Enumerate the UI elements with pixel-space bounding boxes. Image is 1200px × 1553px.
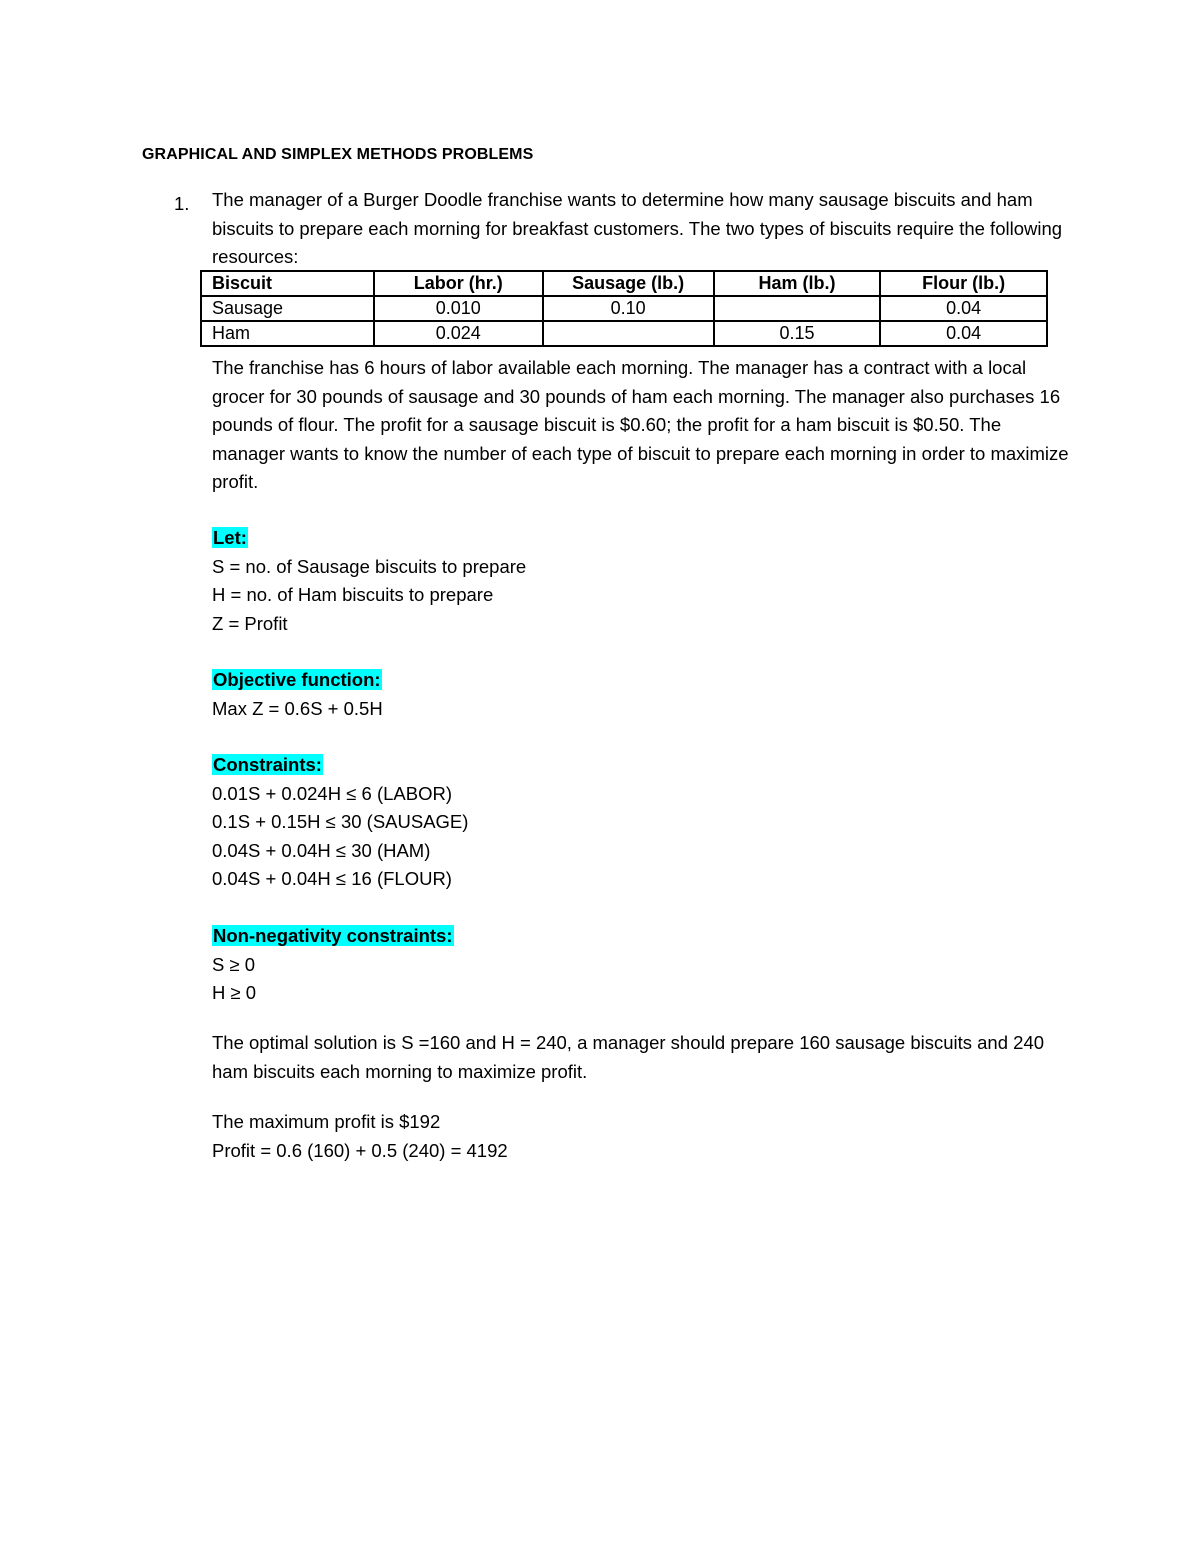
constraint-line: 0.04S + 0.04H ≤ 30 (HAM) — [212, 839, 431, 861]
table-header-cell: Ham (lb.) — [714, 271, 881, 296]
table-cell: 0.10 — [543, 296, 714, 321]
page-title: GRAPHICAL AND SIMPLEX METHODS PROBLEMS — [142, 146, 534, 163]
problem-intro: The manager of a Burger Doodle franchise wants to determine how many sausage biscuits and ham biscuits to prepare each morning for breakfast customers. The two types of biscuits require the following resources: — [212, 189, 1063, 267]
resources-table — [200, 270, 1048, 347]
max-profit-section — [212, 1108, 1072, 1165]
table-header-cell: Labor (hr.) — [374, 271, 543, 296]
constraint-line: 0.1S + 0.15H ≤ 30 (SAUSAGE) — [212, 811, 469, 832]
table-cell — [543, 321, 714, 346]
nonnegativity-heading: Non-negativity constraints: — [213, 925, 453, 946]
constraints-section — [212, 751, 1072, 894]
constraint-line: 0.01S + 0.024H ≤ 6 (LABOR) — [212, 782, 452, 804]
let-section — [212, 524, 1072, 638]
nonnegativity-section — [212, 922, 1072, 1008]
table-cell — [714, 296, 881, 321]
optimal-solution: The optimal solution is S =160 and H = 240, a manager should prepare 160 sausage biscuits and 240 ham biscuits each morning to maximize profit. — [212, 1032, 1045, 1082]
variable-definition: Z = Profit — [212, 612, 288, 634]
objective-section — [212, 666, 1072, 723]
constraint-line: 0.04S + 0.04H ≤ 16 (FLOUR) — [212, 868, 452, 889]
table-header-cell: Flour (lb.) — [880, 271, 1047, 296]
variable-definition: S = no. of Sausage biscuits to prepare — [212, 555, 527, 577]
table-header-cell: Biscuit — [201, 271, 374, 296]
table-cell: 0.04 — [880, 321, 1047, 346]
table-cell: 0.15 — [714, 321, 881, 346]
objective-heading: Objective function: — [213, 669, 381, 690]
variable-definition: H = no. of Ham biscuits to prepare — [212, 584, 494, 605]
table-header-cell: Sausage (lb.) — [543, 271, 714, 296]
max-profit-line: The maximum profit is $192 — [212, 1111, 441, 1132]
constraints-heading: Constraints: — [213, 754, 322, 775]
table-cell: 0.010 — [374, 296, 543, 321]
table-cell: Sausage — [201, 296, 374, 321]
problem-description: The franchise has 6 hours of labor available each morning. The manager has a contract with a local grocer for 30 pounds of sausage and 30 pounds of ham each morning. The manager also purchases 16 pounds of flour. The profit for a sausage biscuit is $0.60; the profit for a ham biscuit is $0.50. The manager wants to know the number of each type of biscuit to prepare each morning in order to maximize profit. — [212, 357, 1069, 492]
nonnegativity-line: H ≥ 0 — [212, 982, 257, 1003]
let-heading: Let: — [213, 527, 247, 548]
table-cell: 0.04 — [880, 296, 1047, 321]
table-cell: 0.024 — [374, 321, 543, 346]
objective-function: Max Z = 0.6S + 0.5H — [212, 697, 383, 719]
profit-calculation: Profit = 0.6 (160) + 0.5 (240) = 4192 — [212, 1139, 508, 1161]
table-cell: Ham — [201, 321, 374, 346]
problem-number: 1. — [174, 193, 190, 214]
table-header-row — [201, 271, 1047, 296]
nonnegativity-line: S ≥ 0 — [212, 953, 256, 975]
table-row — [201, 296, 1047, 321]
table-row — [201, 321, 1047, 346]
